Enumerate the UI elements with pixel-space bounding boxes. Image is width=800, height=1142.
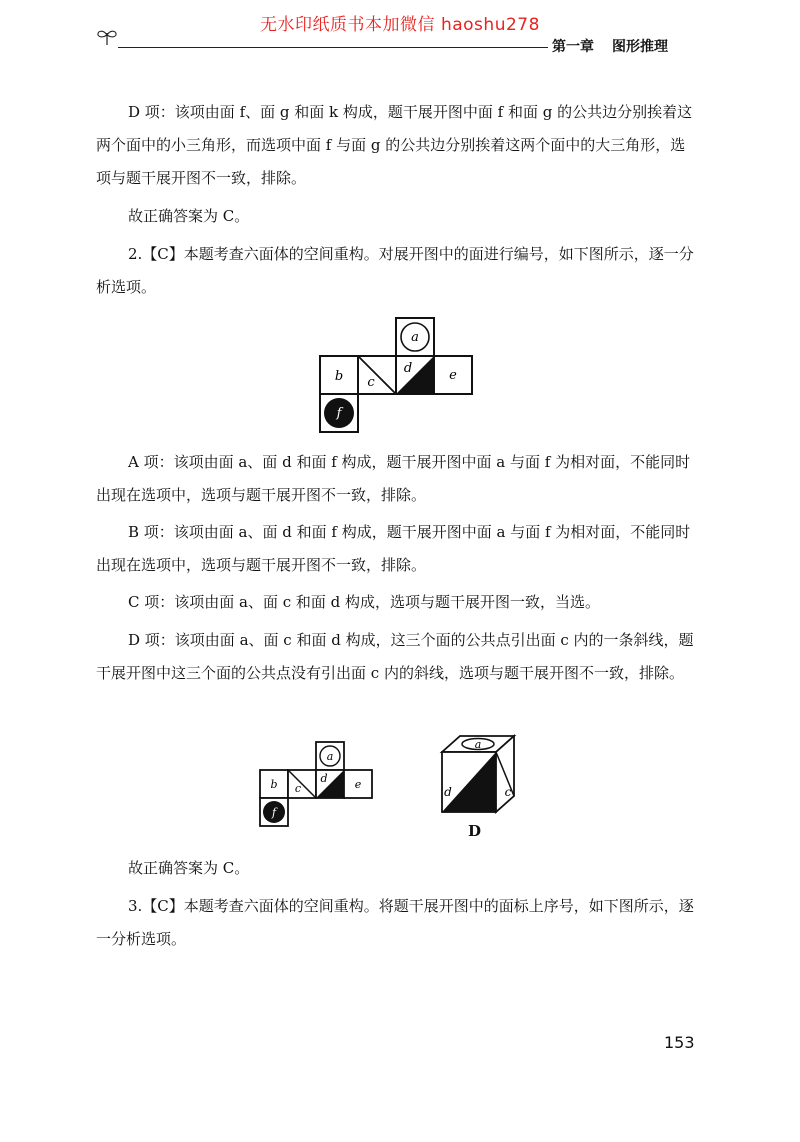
paragraph-option-d2: D 项：该项由面 a、面 c 和面 d 构成，这三个面的公共点引出面 c 内的一条斜线，题干展开图中这三个面的公共点没有引出面 c 内的斜线，选项与题干展开图不一致，排除。	[96, 631, 694, 682]
cube-label-d: d	[444, 785, 452, 799]
running-header	[552, 36, 686, 56]
net-label-f: f	[336, 406, 342, 421]
net-label-c: c	[367, 375, 375, 390]
watermark: 无水印纸质书本加微信 haoshu278	[260, 15, 540, 35]
cube-label-a: a	[474, 738, 482, 751]
figure-cube-option-d	[434, 732, 520, 826]
leaf-icon	[95, 27, 119, 47]
net2-label-b: b	[270, 778, 278, 791]
question-3-intro: 3.【C】本题考查六面体的空间重构。将题干展开图中的面标上序号，如下图所示，逐一分析选项。	[96, 897, 694, 948]
net2-label-e: e	[354, 778, 362, 791]
net-label-b: b	[334, 369, 344, 384]
answer-line-1: 故正确答案为 C。	[128, 207, 250, 225]
figure-cube-net-1	[318, 316, 476, 434]
net-label-e: e	[449, 368, 457, 383]
chapter-title: 图形推理	[612, 39, 668, 55]
answer-line-2: 故正确答案为 C。	[128, 859, 250, 877]
net2-label-f: f	[271, 806, 277, 819]
cube-label-c: c	[504, 785, 512, 799]
net2-label-c: c	[294, 782, 302, 795]
net2-label-d: d	[320, 772, 328, 785]
paragraph-option-d: D 项：该项由面 f、面 g 和面 k 构成，题干展开图中面 f 和面 g 的公共边分别挨着这两个面中的小三角形，而选项中面 f 与面 g 的公共边分别挨着这两个面中的大三角形，选项与题干展开图不一致，排除。	[96, 103, 693, 187]
header-rule	[118, 47, 548, 48]
paragraph-option-a: A 项：该项由面 a、面 d 和面 f 构成，题干展开图中面 a 与面 f 为相对面，不能同时出现在选项中，选项与题干展开图不一致，排除。	[96, 453, 691, 504]
paragraph-option-c: C 项：该项由面 a、面 c 和面 d 构成，选项与题干展开图一致，当选。	[128, 593, 601, 611]
net-label-d: d	[403, 361, 413, 376]
question-2-intro: 2.【C】本题考查六面体的空间重构。对展开图中的面进行编号，如下图所示，逐一分析选项。	[96, 245, 694, 296]
paragraph-option-b: B 项：该项由面 a、面 d 和面 f 构成，题干展开图中面 a 与面 f 为相对面，不能同时出现在选项中，选项与题干展开图不一致，排除。	[96, 523, 691, 574]
figure-caption-d: D	[468, 822, 482, 840]
figure-cube-net-2	[258, 740, 378, 830]
net2-label-a: a	[326, 750, 334, 763]
net-label-a: a	[411, 330, 419, 345]
chapter-number: 第一章	[552, 39, 594, 55]
page-number: 153	[664, 1033, 695, 1052]
